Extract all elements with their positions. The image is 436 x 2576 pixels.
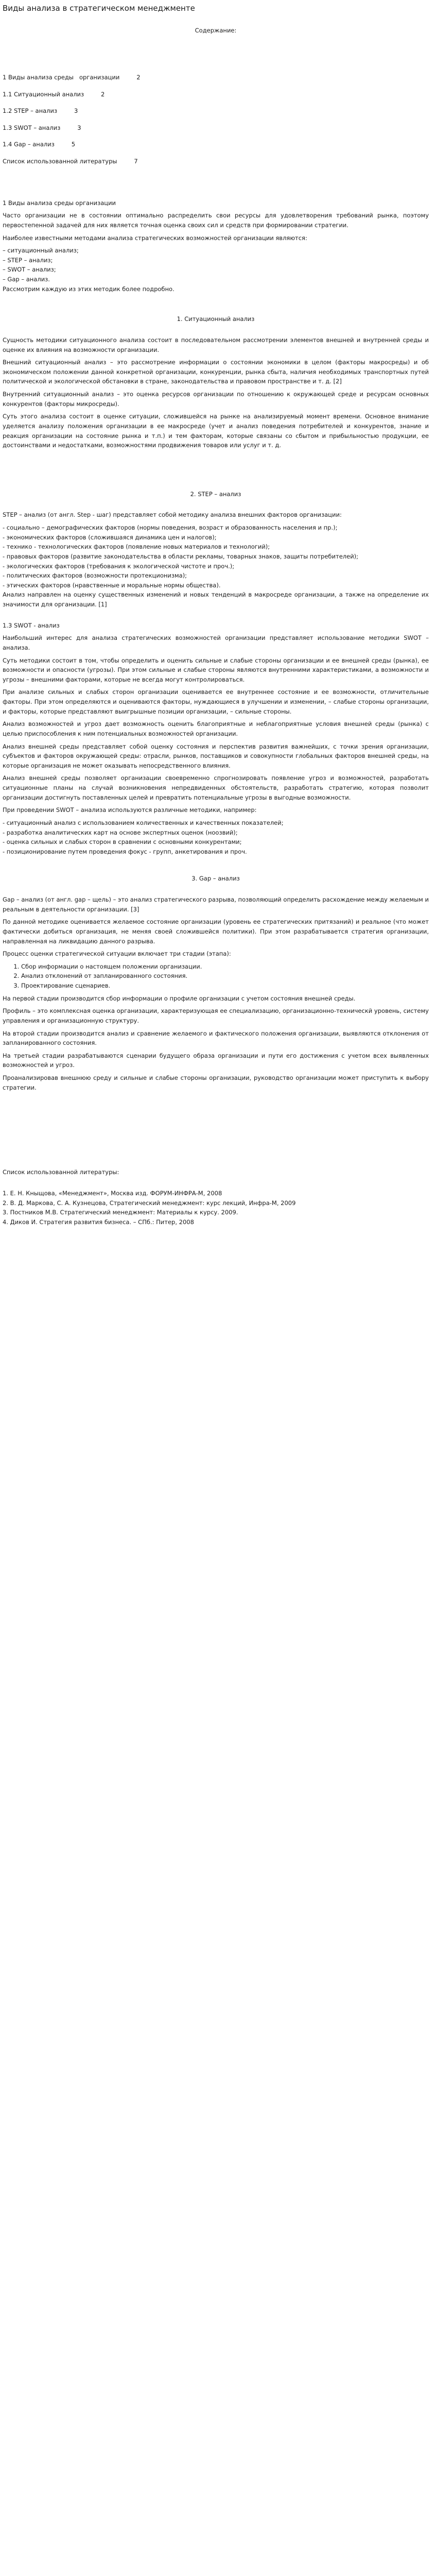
paragraph: На первой стадии производится сбор информации о профиле организации с учетом состояния внешней среды. [3, 994, 356, 1002]
toc-item: 1.4 Gap – анализ 5 [3, 141, 76, 148]
list-item: - политических факторов (возможности протекционизма); [3, 572, 187, 580]
reference-item: 3. Постников М.В. Стратегический менеджмент: Материалы к курсу. 2009. [3, 1209, 238, 1216]
document-title: Виды анализа в стратегическом менеджменте [3, 4, 195, 13]
references-heading: Список использованной литературы: [3, 1168, 119, 1176]
paragraph: Внутренний ситуационный анализ – это оценка ресурсов организации по отношению к окружающей среде и ресурсам основных конкурентов (факторы микросреды). [3, 391, 429, 408]
paragraph: Проанализировав внешнюю среду и сильные и слабые стороны организации, руководство организации может приступить к выбору стратегии. [3, 1074, 429, 1091]
list-item: - технико - технологических факторов (появление новых материалов и технологий); [3, 543, 270, 551]
paragraph: По данной методике оценивается желаемое состояние организации (уровень ее стратегических притязаний) и реальное (что может фактически добиться организация, не меняя своей сложившейся политики). При этом разрабатывается стратегия организации, направленная на ликвидацию данного разрыва. [3, 918, 429, 945]
section-heading: 1. Ситуационный анализ [177, 315, 255, 323]
reference-item: 4. Диков И. Стратегия развития бизнеса. – СПб.: Питер, 2008 [3, 1218, 194, 1226]
references-list [3, 1189, 429, 1227]
paragraph: Наиболее известными методами анализа стратегических возможностей организации являются: [3, 234, 307, 242]
section-heading: 3. Gap – анализ [191, 875, 240, 883]
section-heading: 1.3 SWOT - анализ [3, 621, 60, 629]
paragraph: Часто организации не в состоянии оптимально распределить свои ресурсы для удовлетворения требований рынка, поэтому первостепенной задачей для них является точная оценка своих сил и средств при формировании стратегии. [3, 212, 429, 229]
paragraph: Рассмотрим каждую из этих методик более подробно. [3, 285, 175, 293]
paragraph: Анализ направлен на оценку существенных изменений и новых тенденций в макросреде организации, а также на определение их значимости для организации. [1] [3, 591, 429, 608]
list-item: – SWOT – анализ; [3, 266, 56, 274]
document [0, 2, 436, 1227]
paragraph: Анализ внешней среды позволяет организации своевременно спрогнозировать появление угроз и возможностей, разработать ситуационные планы на случай возникновения непредвиденных обстоятельств, разработать стратегию, которая позволит организации достигнуть поставленных целей и превратить потенциальные угрозы в выгодные возможности. [3, 774, 429, 801]
toc-item: 1.1 Ситуационный анализ 2 [3, 90, 105, 98]
paragraph: STEP – анализ (от англ. Step - шаг) представляет собой методику анализа внешних факторов организации: [3, 511, 342, 519]
toc-item: 1 Виды анализа среды организации 2 [3, 73, 141, 81]
paragraph: Профиль – это комплексная оценка организации, характеризующая ее специализацию, организационно-техническй уровень, систему управления и организационную структуру. [3, 1007, 429, 1024]
paragraph: Анализ внешней среды представляет собой оценку состояния и перспектив развития важнейших, с точки зрения организации, субъектов и факторов окружающей среды: отрасли, рынков, поставщиков и совокупности глобальных факторов внешней среды, на которые организация не может оказывать непосредственного влияния. [3, 742, 429, 769]
list-item: - разработка аналитических карт на основе экспертных оценок (ноозвий); [3, 828, 238, 836]
paragraph: Процесс оценки стратегической ситуации включает три стадии (этапа): [3, 950, 231, 958]
section-heading: 2. STEP – анализ [190, 490, 241, 498]
list-item: - оценка сильных и слабых сторон в сравнении с основными конкурентами; [3, 838, 242, 846]
list-item: - экологических факторов (требования к экологической чистоте и проч.); [3, 562, 235, 570]
toc-item: 1.2 STEP – анализ 3 [3, 107, 78, 115]
list-item: - социально – демографических факторов (нормы поведения, возраст и образованность населения и пр.); [3, 524, 338, 532]
list-item: 2. Анализ отклонений от запланированного состояния. [21, 971, 429, 981]
reference-item: 1. Е. Н. Кныщова, «Менеджмент», Москва изд. ФОРУМ-ИНФРА-М, 2008 [3, 1189, 222, 1197]
list-item: - ситуационный анализ с использованием количественных и качественных показателей; [3, 819, 284, 826]
paragraph: Суть методики состоит в том, чтобы определить и оценить сильные и слабые стороны организации и ее внешней среды (рынка), ее возможности и опасности (угрозы). При этом сильные и слабые стороны являются внутренними характеристиками, а возможности и угрозы – внешними факторами, которые не всегда могут контролироваться. [3, 656, 429, 683]
list-item: - правовых факторов (развитие законодательства в области рекламы, товарных знаков, защиты потребителей); [3, 552, 359, 560]
section-heading: 1 Виды анализа среды организации [3, 199, 116, 207]
toc-heading: Содержание: [195, 27, 237, 35]
numbered-list [3, 962, 429, 991]
paragraph: При анализе сильных и слабых сторон организации оценивается ее внутреннее состояние и ее возможности, отличительные факторы. При этом определяются и оцениваются факторы, нуждающиеся в улучшении и изменении, – слабые стороны организации, и факторы, которые представляют выигрышные позиции организации, – сильные стороны. [3, 688, 429, 715]
paragraph: Сущность методики ситуационного анализа состоит в последовательном рассмотрении элементов внешней и внутренней среды и оценке их влияния на возможности организации. [3, 336, 429, 353]
paragraph: На второй стадии производится анализ и сравнение желаемого и фактического положения организации, выявляются отклонения от запланированного состояния. [3, 1029, 429, 1047]
reference-item: 2. В. Д. Маркова, С. А. Кузнецова, Стратегический менеджмент: курс лекций, Инфра-М, 2009 [3, 1199, 296, 1207]
list-item: - экономических факторов (сложившаяся динамика цен и налогов); [3, 533, 217, 541]
paragraph: На третьей стадии разрабатываются сценарии будущего образа организации и пути его достижения с учетом всех выявленных возможностей и угроз. [3, 1052, 429, 1069]
list-item: – ситуационный анализ; [3, 247, 79, 255]
paragraph: Суть этого анализа состоит в оценке ситуации, сложившейся на рынке на анализируемый момент времени. Основное внимание уделяется анализу положения организации в ее макросреде (учет и анализ поведения потребителей и конкурентов, знание и реакция организации на состояние рынка и т.п.) и тем факторам, которые связаны со сбытом и прибыльностью продукции, ее достоинствами и недостатками, возможностями продвижения товаров или услуг и т. д. [3, 413, 429, 449]
paragraph: Анализ возможностей и угроз дает возможность оценить благоприятные и неблагоприятные условия внешней среды (рынка) с целью приспособления к ним потенциальных возможностей организации. [3, 720, 429, 737]
list-item: 3. Проектирование сценариев. [21, 981, 429, 991]
list-item: – Gap – анализ. [3, 276, 50, 283]
toc-item: Список использованной литературы 7 [3, 158, 138, 165]
paragraph: Внешний ситуационный анализ – это рассмотрение информации о состоянии экономики в целом (факторы макросреды) и об экономическом положении данной конкретной организации, конкуренции, рынка сбыта, наличия необходимых транспортных путей политической и экологической обстановки в стране, законодательства и правовом пространстве и т. д. [2] [3, 359, 429, 385]
paragraph: Наибольший интерес для анализа стратегических возможностей организации представляет использование методики SWOT – анализа. [3, 634, 429, 651]
list-item: 1. Сбор информации о настоящем положении организации. [21, 962, 429, 972]
list-item: - позиционирование путем проведения фокус - групп, анкетирования и проч. [3, 848, 247, 855]
list-item: - этических факторов (нравственные и моральные нормы общества). [3, 581, 221, 589]
table-of-contents [3, 73, 429, 166]
paragraph: Gap – анализ (от англ. gap – щель) – это анализ стратегического разрыва, позволяющий определить расхождение между желаемым и реальным в деятельности организации. [3] [3, 896, 429, 913]
toc-item: 1.3 SWOT – анализ 3 [3, 124, 81, 131]
list-item: – STEP – анализ; [3, 256, 53, 264]
paragraph: При проведении SWOT – анализа используются различные методики, например: [3, 806, 257, 814]
